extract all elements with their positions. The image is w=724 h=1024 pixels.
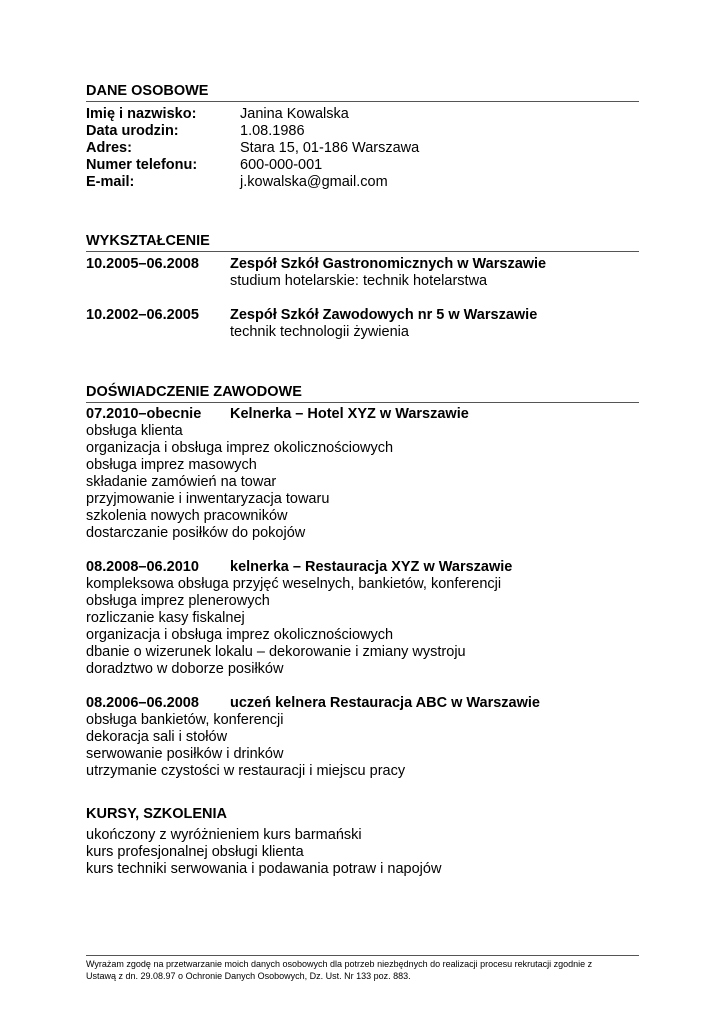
job-duty: obsługa klienta — [86, 423, 183, 439]
experience-list — [86, 406, 639, 780]
personal-section — [86, 83, 639, 191]
job-dates: 08.2006–06.2008 — [86, 695, 199, 711]
name-value: Janina Kowalska — [240, 106, 349, 122]
education-school: Zespół Szkół Gastronomicznych w Warszawie — [230, 256, 547, 272]
job-entry — [86, 695, 639, 780]
consent-footer — [86, 955, 639, 982]
education-school: Zespół Szkół Zawodowych nr 5 w Warszawie — [230, 307, 538, 323]
job-duty: serwowanie posiłków i drinków — [86, 746, 284, 762]
personal-rows — [86, 106, 639, 191]
job-duty: organizacja i obsługa imprez okolicznościowych — [86, 440, 394, 456]
address-label: Adres: — [86, 140, 132, 156]
education-row — [86, 307, 639, 324]
education-entry — [86, 307, 639, 341]
course-item: kurs profesjonalnej obsługi klienta — [86, 844, 304, 860]
job-duty: doradztwo w doborze posiłków — [86, 661, 284, 677]
education-row — [86, 256, 639, 273]
job-duty: szkolenia nowych pracowników — [86, 508, 288, 524]
education-detail-row — [86, 324, 639, 341]
job-duty: składanie zamówień na towar — [86, 474, 277, 490]
job-duty: dostarczanie posiłków do pokojów — [86, 525, 306, 541]
personal-row — [86, 174, 639, 191]
job-duty: utrzymanie czystości w restauracji i miejscu pracy — [86, 763, 406, 779]
course-item: ukończony z wyróżnieniem kurs barmański — [86, 827, 362, 843]
job-header — [86, 559, 639, 576]
birthdate-label: Data urodzin: — [86, 123, 179, 139]
job-dates: 07.2010–obecnie — [86, 406, 202, 422]
education-entry — [86, 256, 639, 290]
job-position: uczeń kelnera Restauracja ABC w Warszawie — [230, 695, 540, 711]
personal-title: DANE OSOBOWE — [86, 83, 639, 102]
experience-section — [86, 384, 639, 797]
job-duty: dekoracja sali i stołów — [86, 729, 228, 745]
job-duty: organizacja i obsługa imprez okolicznościowych — [86, 627, 394, 643]
job-duty: dbanie o wizerunek lokalu – dekorowanie i zmiany wystroju — [86, 644, 466, 660]
job-entry — [86, 406, 639, 542]
spacer — [86, 273, 230, 290]
personal-row — [86, 123, 639, 140]
education-title: WYKSZTAŁCENIE — [86, 233, 639, 252]
job-position: kelnerka – Restauracja XYZ w Warszawie — [230, 559, 513, 575]
birthdate-value: 1.08.1986 — [240, 123, 305, 139]
consent-line: Ustawą z dn. 29.08.97 o Ochronie Danych Osobowych, Dz. Ust. Nr 133 poz. 883. — [86, 971, 411, 981]
education-section — [86, 233, 639, 358]
consent-line: Wyrażam zgodę na przetwarzanie moich danych osobowych dla potrzeb niezbędnych do realizacji procesu rekrutacji zgodnie z — [86, 959, 593, 969]
education-list — [86, 256, 639, 341]
education-detail: studium hotelarskie: technik hotelarstwa — [230, 273, 488, 289]
job-dates: 08.2008–06.2010 — [86, 559, 199, 575]
job-duty: przyjmowanie i inwentaryzacja towaru — [86, 491, 330, 507]
job-entry — [86, 559, 639, 678]
name-label: Imię i nazwisko: — [86, 106, 197, 122]
job-duty: kompleksowa obsługa przyjęć weselnych, bankietów, konferencji — [86, 576, 502, 592]
education-dates: 10.2005–06.2008 — [86, 256, 199, 272]
personal-row — [86, 106, 639, 123]
experience-title: DOŚWIADCZENIE ZAWODOWE — [86, 384, 639, 403]
phone-value: 600-000-001 — [240, 157, 323, 173]
spacer — [86, 324, 230, 341]
job-duty: rozliczanie kasy fiskalnej — [86, 610, 245, 626]
education-detail: technik technologii żywienia — [230, 324, 409, 340]
course-item: kurs techniki serwowania i podawania potraw i napojów — [86, 861, 442, 877]
email-value: j.kowalska@gmail.com — [240, 174, 388, 190]
courses-title: KURSY, SZKOLENIA — [86, 806, 227, 822]
job-duty: obsługa bankietów, konferencji — [86, 712, 284, 728]
courses-section — [86, 806, 639, 878]
job-header — [86, 406, 639, 423]
phone-label: Numer telefonu: — [86, 157, 198, 173]
job-position: Kelnerka – Hotel XYZ w Warszawie — [230, 406, 469, 422]
education-detail-row — [86, 273, 639, 290]
courses-list — [86, 827, 639, 878]
personal-row — [86, 140, 639, 157]
job-duty: obsługa imprez masowych — [86, 457, 257, 473]
address-value: Stara 15, 01-186 Warszawa — [240, 140, 420, 156]
personal-row — [86, 157, 639, 174]
email-label: E-mail: — [86, 174, 135, 190]
education-dates: 10.2002–06.2005 — [86, 307, 199, 323]
job-header — [86, 695, 639, 712]
job-duty: obsługa imprez plenerowych — [86, 593, 270, 609]
